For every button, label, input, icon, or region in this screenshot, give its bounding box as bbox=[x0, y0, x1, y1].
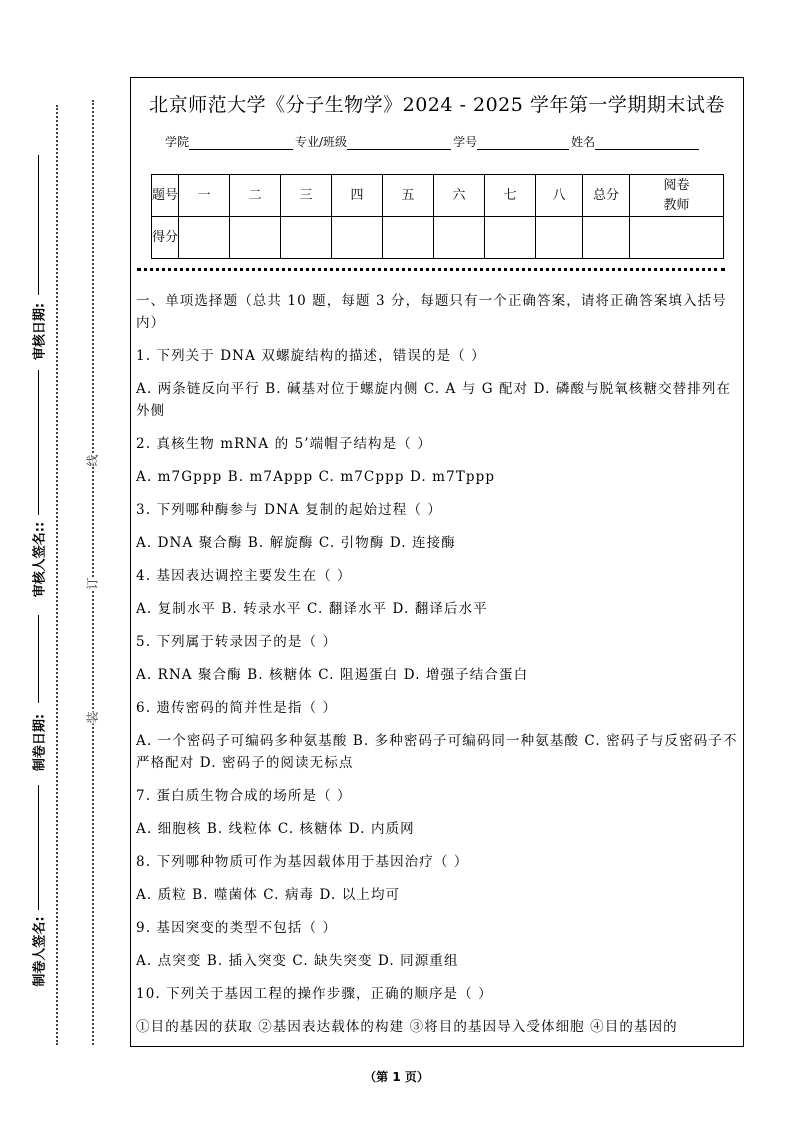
college-label: 学院 bbox=[165, 135, 190, 149]
score-label: 得分 bbox=[152, 217, 179, 259]
question-10: 10. 下列关于基因工程的操作步骤，正确的顺序是（ ） bbox=[136, 986, 493, 1002]
question-2: 2. 真核生物 mRNA 的 5’端帽子结构是（ ） bbox=[136, 436, 432, 452]
question-8-options: A. 质粒 B. 噬菌体 C. 病毒 D. 以上均可 bbox=[136, 887, 401, 903]
col-8: 八 bbox=[536, 175, 583, 217]
left-dotted-line bbox=[56, 105, 58, 1045]
question-7: 7. 蛋白质生物合成的场所是（ ） bbox=[136, 788, 352, 804]
maker-sign-line bbox=[38, 785, 39, 910]
major-class-label: 专业/班级 bbox=[295, 135, 348, 149]
question-6-options: A. 一个密码子可编码多种氨基酸 B. 多种密码子可编码同一种氨基酸 C. 密码子与反密码子不严格配对 D. 密码子的阅读无标点 bbox=[136, 733, 738, 771]
score-cell-7[interactable] bbox=[485, 217, 536, 259]
student-id-label: 学号 bbox=[453, 135, 478, 149]
review-date-label: 审核日期: bbox=[32, 302, 48, 361]
binding-mark-fix: 装 bbox=[82, 711, 103, 723]
score-cell-grader[interactable] bbox=[630, 217, 724, 259]
section-heading: 一、单项选择题（总共 10 题，每题 3 分，每题只有一个正确答案，请将正确答案填入括号内） bbox=[136, 293, 727, 331]
student-info-row bbox=[165, 133, 701, 150]
score-cell-total[interactable] bbox=[583, 217, 630, 259]
col-3: 三 bbox=[281, 175, 332, 217]
question-5-options: A. RNA 聚合酶 B. 核糖体 C. 阻遏蛋白 D. 增强子结合蛋白 bbox=[136, 667, 529, 683]
exam-frame bbox=[130, 77, 744, 1047]
student-id-field[interactable] bbox=[477, 135, 569, 150]
score-table-header-row bbox=[152, 175, 724, 217]
question-1-options: A. 两条链反向平行 B. 碱基对位于螺旋内侧 C. A 与 G 配对 D. 磷酸与脱氧核糖交替排列在外侧 bbox=[136, 381, 732, 419]
col-1: 一 bbox=[179, 175, 230, 217]
binding-dotted-line bbox=[92, 100, 94, 1045]
score-cell-4[interactable] bbox=[332, 217, 383, 259]
question-1: 1. 下列关于 DNA 双螺旋结构的描述，错误的是（ ） bbox=[136, 348, 486, 364]
binding-mark-line: 线 bbox=[82, 454, 103, 466]
score-cell-1[interactable] bbox=[179, 217, 230, 259]
major-class-field[interactable] bbox=[347, 135, 451, 150]
name-field[interactable] bbox=[595, 135, 699, 150]
col-5: 五 bbox=[383, 175, 434, 217]
question-section bbox=[136, 290, 739, 1038]
page-number: （第 1 页） bbox=[364, 1070, 429, 1084]
maker-date-label: 制卷日期: bbox=[32, 713, 48, 772]
score-cell-6[interactable] bbox=[434, 217, 485, 259]
question-4-options: A. 复制水平 B. 转录水平 C. 翻译水平 D. 翻译后水平 bbox=[136, 601, 488, 617]
score-cell-3[interactable] bbox=[281, 217, 332, 259]
reviewer-sign-line bbox=[38, 370, 39, 515]
score-cell-2[interactable] bbox=[230, 217, 281, 259]
col-6: 六 bbox=[434, 175, 485, 217]
exam-title: 北京师范大学《分子生物学》2024 - 2025 学年第一学期期末试卷 bbox=[149, 94, 725, 116]
col-grader: 阅卷教师 bbox=[630, 175, 724, 217]
binding-mark-order: 订 bbox=[82, 577, 103, 589]
question-9: 9. 基因突变的类型不包括（ ） bbox=[136, 920, 338, 936]
score-cell-8[interactable] bbox=[536, 217, 583, 259]
col-total: 总分 bbox=[583, 175, 630, 217]
col-2: 二 bbox=[230, 175, 281, 217]
college-field[interactable] bbox=[189, 135, 293, 150]
question-3: 3. 下列哪种酶参与 DNA 复制的起始过程（ ） bbox=[136, 502, 442, 518]
score-table-score-row bbox=[152, 217, 724, 259]
question-6: 6. 遗传密码的简并性是指（ ） bbox=[136, 700, 338, 716]
review-date-line bbox=[38, 155, 39, 295]
name-label: 姓名 bbox=[571, 135, 596, 149]
question-9-options: A. 点突变 B. 插入突变 C. 缺失突变 D. 同源重组 bbox=[136, 953, 459, 969]
dotted-separator bbox=[137, 268, 725, 271]
score-table bbox=[151, 174, 724, 259]
maker-date-line bbox=[38, 615, 39, 703]
question-10-options: ①目的基因的获取 ②基因表达载体的构建 ③将目的基因导入受体细胞 ④目的基因的 bbox=[136, 1019, 678, 1035]
col-4: 四 bbox=[332, 175, 383, 217]
question-8: 8. 下列哪种物质可作为基因载体用于基因治疗（ ） bbox=[136, 854, 469, 870]
question-7-options: A. 细胞核 B. 线粒体 C. 核糖体 D. 内质网 bbox=[136, 821, 415, 837]
question-number-label: 题号 bbox=[152, 175, 179, 217]
question-5: 5. 下列属于转录因子的是（ ） bbox=[136, 634, 338, 650]
col-7: 七 bbox=[485, 175, 536, 217]
reviewer-sign-label: 审核人签名:: bbox=[32, 521, 48, 598]
question-2-options: A. m7Gppp B. m7Appp C. m7Cppp D. m7Tppp bbox=[136, 469, 496, 485]
maker-sign-label: 制卷人签名: bbox=[32, 916, 48, 987]
question-3-options: A. DNA 聚合酶 B. 解旋酶 C. 引物酶 D. 连接酶 bbox=[136, 535, 456, 551]
score-cell-5[interactable] bbox=[383, 217, 434, 259]
question-4: 4. 基因表达调控主要发生在（ ） bbox=[136, 568, 352, 584]
